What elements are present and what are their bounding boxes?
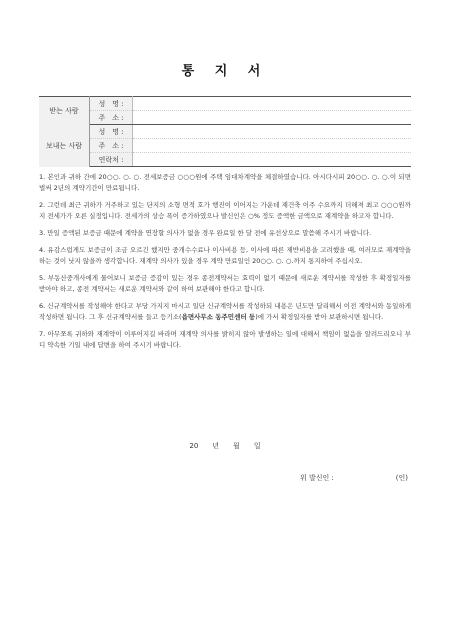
recipient-name-value[interactable]	[133, 97, 412, 111]
paragraph-6	[39, 301, 411, 323]
paragraph-7: 7. 아무쪼록 귀하와 재계약이 이루어지길 바라며 재계약 의사를 밝히지 않아 발생하는 일에 대해서 책임이 없음을 알려드리오니 부디 약속한 기일 내에 답변을 하여 주시기 바랍니다.	[39, 330, 411, 349]
paragraph-6-bold: 읍면사무소 동주민센터 등	[181, 313, 256, 321]
sender-contact-label: 연락처 :	[90, 153, 133, 167]
paragraph-2: 2. 그런데 최근 귀하가 거주하고 있는 단지의 소형 면적 호가 행진이 이어지는 가운데 재건축 이주 수요까지 더해져 최고 ○○○원까지 전세가가 오른 실정입니다. 전세가의 상승 폭이 증가하였으나 발신인은 ○% 정도 증액한 금액으로 재계약을 하고자 합니다.	[39, 201, 411, 220]
paragraph-6-before: 6. 신규계약서를 작성해야 한다고 부당 가지지 마시고 일단 신규계약서를 작성하되 내용은 년도만 달리해서 이전 계약서와 동일하게 작성하면 됩니다. 그 후 신규계약서를 들고 등기소(	[39, 302, 411, 321]
recipient-name-label: 성 명 :	[90, 97, 133, 111]
sender-contact-value[interactable]	[133, 153, 412, 167]
parties-table	[39, 96, 411, 167]
sender-address-label: 주 소 :	[90, 139, 133, 153]
sender-name-label: 성 명 :	[90, 125, 133, 139]
recipient-address-value[interactable]	[133, 111, 412, 125]
paragraph-6-after: )에 가서 확정일자를 받아 보관하시면 됩니다.	[255, 313, 384, 321]
recipient-address-label: 주 소 :	[90, 111, 133, 125]
paragraph-1: 1. 본인과 귀하 간에 20○○. ○. ○. 전세보증금 ○○○원에 주택 임대차계약을 체결하였습니다. 아시다시피 20○○. ○. ○.이 되면 벌써 2년의 계약기간이 만료됩니다.	[39, 173, 411, 192]
sender-name-value[interactable]	[133, 125, 412, 139]
paragraph-5: 5. 부동산중개사에게 물어보니 보증금 증감이 있는 경우 종전계약서는 효력이 없기 때문에 새로운 계약서를 작성한 후 확정일자를 받아야 하고, 종전 계약서는 새로운 계약서와 같이 하여 보관해야 한다고 합니다.	[39, 274, 411, 293]
sender-label: 위 발신인 :	[300, 474, 334, 482]
recipient-role-label: 받는 사람	[39, 97, 90, 125]
sender-role-label: 보내는 사람	[39, 125, 90, 167]
seal-stamp: (인)	[395, 474, 408, 482]
page-title: 통 지 서	[181, 64, 269, 79]
date-line: 20 년 월 일	[189, 442, 261, 450]
notice-body	[39, 172, 411, 357]
sender-signature	[300, 473, 408, 483]
sender-address-value[interactable]	[133, 139, 412, 153]
paragraph-3: 3. 만일 증액된 보증금 때문에 계약을 연장할 의사가 없을 경우 완료일 한 달 전에 유선상으로 말씀해 주시기 바랍니다.	[39, 229, 372, 237]
paragraph-4: 4. 유감스럽게도 보증금이 조금 오르긴 했지만 중개수수료나 이사비용 등, 이사에 따른 제반비용을 고려했을 때, 여러모로 재계약을 하는 것이 낫지 않을까 생각합니다. 재계약 의사가 있을 경우 계약 만료일인 20○○. ○. ○.까지 통지하여 주십시오.	[39, 246, 411, 265]
